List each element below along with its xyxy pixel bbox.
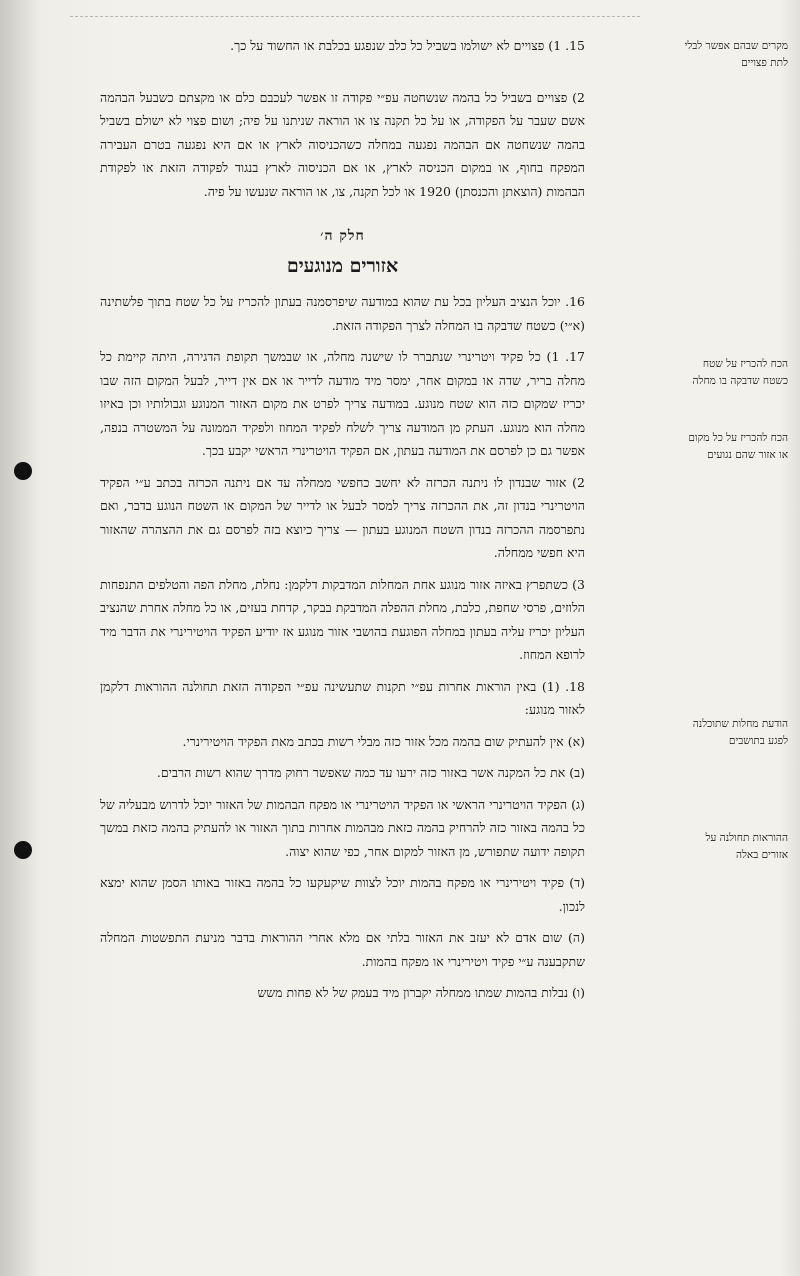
punch-hole-bottom — [14, 841, 32, 859]
part-title: אזורים מנוגעים — [286, 254, 399, 277]
paragraph-18-1: 18. (1) באין הוראות אחרות עפ״י תקנות שתעשינה עפ״י הפקודה הזאת תחולנה ההוראות דלקמן לאזור מנוגע: — [100, 678, 585, 717]
paragraph-17-1: 17. 1) כל פקיד ויטרינרי שנתברר לו שישנה מחלה, או שבמשך תקופת הדגירה, היתה קיימת כל מחלה בריר, שדה או במקום אחר, ימסר מיד מודעה לדייר או אם אין דייר, לבעל המקום הזה שבו יכריז שמקום כזה הוא שטח מנוגע. במודעה צריך לפרט את מקום האזור המנוגע וגבולותיו וכן באיזו מחלה הוא מנוגע. העתק מן המודעה צריך לשלח לפקיד המחוז ולפקיד הממונה על המשטרה בנפה, אפשר גם כן לפרסם את המודעה בעתון, אם הפקיד הויטרינרי הראשי יקבע בכך. — [100, 349, 585, 458]
paragraph-18-c: (ג) הפקיד הויטרינרי הראשי או הפקיד הויטרינרי או מפקח הבהמות של האזור יוכל לדרוש מבעליה של כל בהמה באזור כזה להרחיק בהמה כזאת מבהמות אחרות בתוך האזור או להעתיק בהמה כזאת במשך תקופה ידועה שתפורש, מן האזור למקום אחר, כפי שהוא יצוה. — [100, 796, 585, 859]
paragraph-17-2: 2) אזור שבנדון לו ניתנה הכרזה לא יחשב כחפשי ממחלה עד אם ניתנה הכרזה בכתב ע״י הפקיד הויטרינרי בנדון זה, את ההכרזה צריך למסר לבעל או לדייר של המקום או השטח הנוגע בדבר, ואם נתפרסמה ההכרזה בנדון השטח המנוגע בעתון — צריך כיוצא בזה לפרסם גם את ההצהרה שהאזור היא חפשי ממחלה. — [100, 474, 585, 560]
paragraph-15-1: 15. 1) פצויים לא ישולמו בשביל כל כלב שנפגע בכלבת או החשוד על כך. — [230, 38, 585, 53]
paragraph-16: 16. יוכל הנציב העליון בכל עת שהוא במודעה שיפרסמנה בעתון להכריז על כל שטח בתוך פלשתינה (א״י) כשטח שדבקה בו המחלה לצרך הפקודה הזאת. — [100, 294, 585, 333]
top-rule — [70, 16, 640, 17]
margin-note-declare-infected-place: הכח להכריז על כל מקום או אזור שהם נגועים — [688, 432, 788, 461]
paragraph-18-a: (א) אין להעתיק שום בהמה מכל אזור כזה מבלי רשות בכתב מאת הפקיד הויטירינרי. — [182, 733, 585, 749]
margin-note-compensation-exceptions: מקרים שבהם אפשר לבלי לתת פצויים — [684, 40, 788, 69]
paragraph-17-3: 3) כשתפרץ באיזה אזור מנוגע אחת המחלות המדבקות דלקמן: נחלת, מחלת הפה והטלפים התנפחות הלוזים, פרסי שחפת, כלבת, מחלת ההפלה המדבקת בבקר, קדחת בעזים, או כל מחלה אחרת שהנציב העליון יכריז עליה בעתון במחלה הפוגעת בהושבי אזור מנוגע אז יודיע הפקיד הויטירינרי את הדבר מיד לרופא המחוז. — [100, 576, 585, 662]
punch-hole-top — [14, 462, 32, 480]
paragraph-18-e: (ה) שום אדם לא יעזב את האזור בלתי אם מלא אחרי ההוראות בדבר מניעת התפשטות המחלה שתקבענה ע״י פקיד ויטירינרי או מפקח בהמות. — [100, 930, 585, 969]
paragraph-18-d: (ד) פקיד ויטירינרי או מפקח בהמות יוכל לצוות שיקעקעו כל בהמה באזור באותו הסמן שהוא ימצא לנכון. — [100, 875, 585, 914]
paragraph-15-2: 2) פצויים בשביל כל בהמה שנשחטה עפ״י פקודה זו אפשר לעכבם כלם או מקצתם כשבעל הבהמה אשם שעבר על הפקודה, או על כל תקנה צו או הוראה שניתנו על פיה; ושום פצוי לא ישולם בשביל בהמה שנשחטה אם הבהמה נפגעה במחלה כשהכניסוה לארץ או אם היא נפגעה בטרם העבירה המפקח בחוף, או במקום הכניסה לארץ, או אם הכניסוה לארץ בנגוד לפקודה הזאת או לפקודת הבהמות (הוצאתן והכנסתן) 1920 או לכל תקנה, צו, או הוראה שנעשו על פיה. — [100, 89, 585, 199]
main-text-column — [100, 34, 585, 1013]
margin-note-applicable-provisions: ההוראות תחולנה על אזורים באלה — [705, 832, 788, 861]
paragraph-18-f: (ו) נבלות בהמות שמתו ממחלה יקברון מיד בעמק של לא פחות משש — [257, 985, 585, 1000]
part-label: חלק ה׳ — [320, 228, 365, 244]
paragraph-18-b: (ב) את כל המקנה אשר באזור כזה ירעו עד כמה שאפשר רחוק מדרך שהוא רשות הרבים. — [156, 765, 585, 780]
margin-note-declare-infected-area: הכח להכריז על שטח כשטח שדבקה בו מחלה — [692, 358, 788, 387]
margin-note-disease-notification: הודעת מחלות שתוכלנה לפגע בתושבים — [692, 718, 788, 747]
part-heading — [100, 225, 585, 278]
